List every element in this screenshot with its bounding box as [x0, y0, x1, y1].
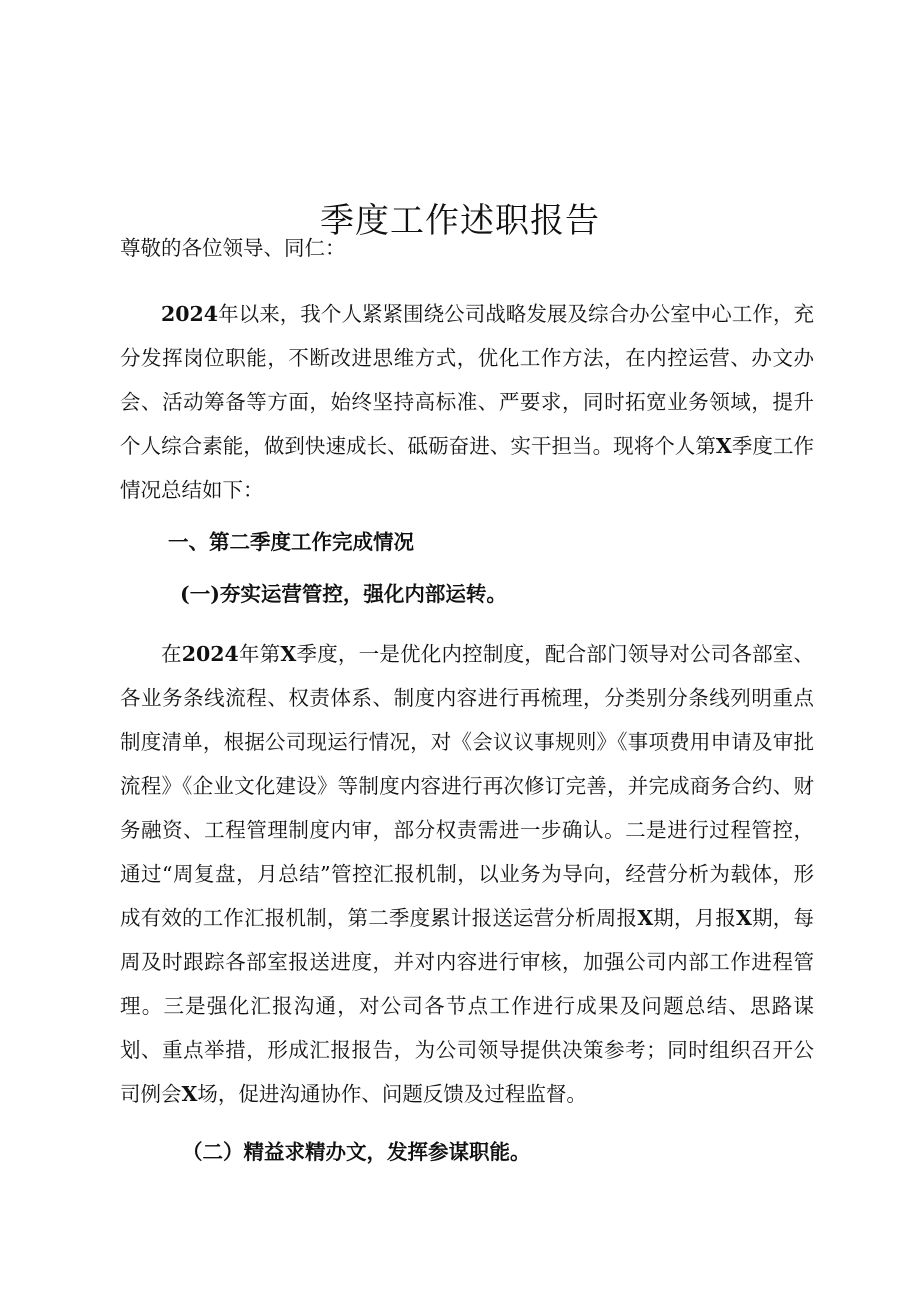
para-x-1: X — [280, 642, 297, 666]
para-text-4: 期，月报 — [653, 906, 737, 930]
intro-text-2: 季度工作情况总结如下： — [120, 434, 815, 502]
document-title: 季度工作述职报告 — [320, 200, 600, 241]
para-text-2: 年第 — [238, 642, 281, 666]
para-text-3: 季度，一是优化内控制度，配合部门领导对公司各部室、各业务条线流程、权责体系、制度内容进行再梳理，分类别分条线列明重点制度清单，根据公司现运行情况，对《会议议事规则》《事项费用申请及审批流程》《企业文化建设》等制度内容进行再次修订完善，并完成商务合约、财务融资、工程管理制度内审，部分权责需进一步确认。二是进行过程管控，通过“周复盘，月总结”管控汇报机制，以业务为导向，经营分析为载体，形成有效的工作汇报机制，第二季度累计报送运营分析周报 — [120, 642, 815, 930]
para-text-5: 期，每周及时跟踪各部室报送进度，并对内容进行审核，加强公司内部工作进程管理。三是强化汇报沟通，对公司各节点工作进行成果及问题总结、思路谋划、重点举措，形成汇报报告，为公司领导提供决策参考；同时组织召开公司例会 — [120, 906, 814, 1106]
section-heading-1: 一、第二季度工作完成情况 — [168, 530, 414, 554]
document-body — [120, 226, 814, 1174]
subsection-1-paragraph — [120, 632, 814, 1116]
para-text-1: 在 — [161, 642, 182, 666]
para-x-3: X — [736, 906, 752, 930]
para-x-2: X — [637, 906, 654, 930]
para-year: 2024 — [181, 642, 239, 666]
para-text-6: 场，促进沟通协作、问题反馈及过程监督。 — [197, 1082, 587, 1106]
intro-year: 2024 — [161, 302, 219, 326]
intro-text-1: 年以来，我个人紧紧围绕公司战略发展及综合办公室中心工作，充分发挥岗位职能，不断改进思维方式，优化工作方法，在内控运营、办文办会、活动筹备等方面，始终坚持高标准、严要求，同时拓宽业务领域，提升个人综合素能，做到快速成长、砥砺奋进、实干担当。现将个人第 — [120, 302, 814, 458]
subsection-heading-1: (一)夯实运营管控，强化内部运转。 — [180, 582, 507, 606]
subsection-heading-2: （二）精益求精办文，发挥参谋职能。 — [182, 1140, 531, 1164]
para-x-4: X — [181, 1082, 198, 1106]
intro-quarter-x: X — [715, 434, 732, 458]
intro-paragraph — [120, 292, 814, 512]
greeting: 尊敬的各位领导、同仁： — [120, 236, 346, 260]
